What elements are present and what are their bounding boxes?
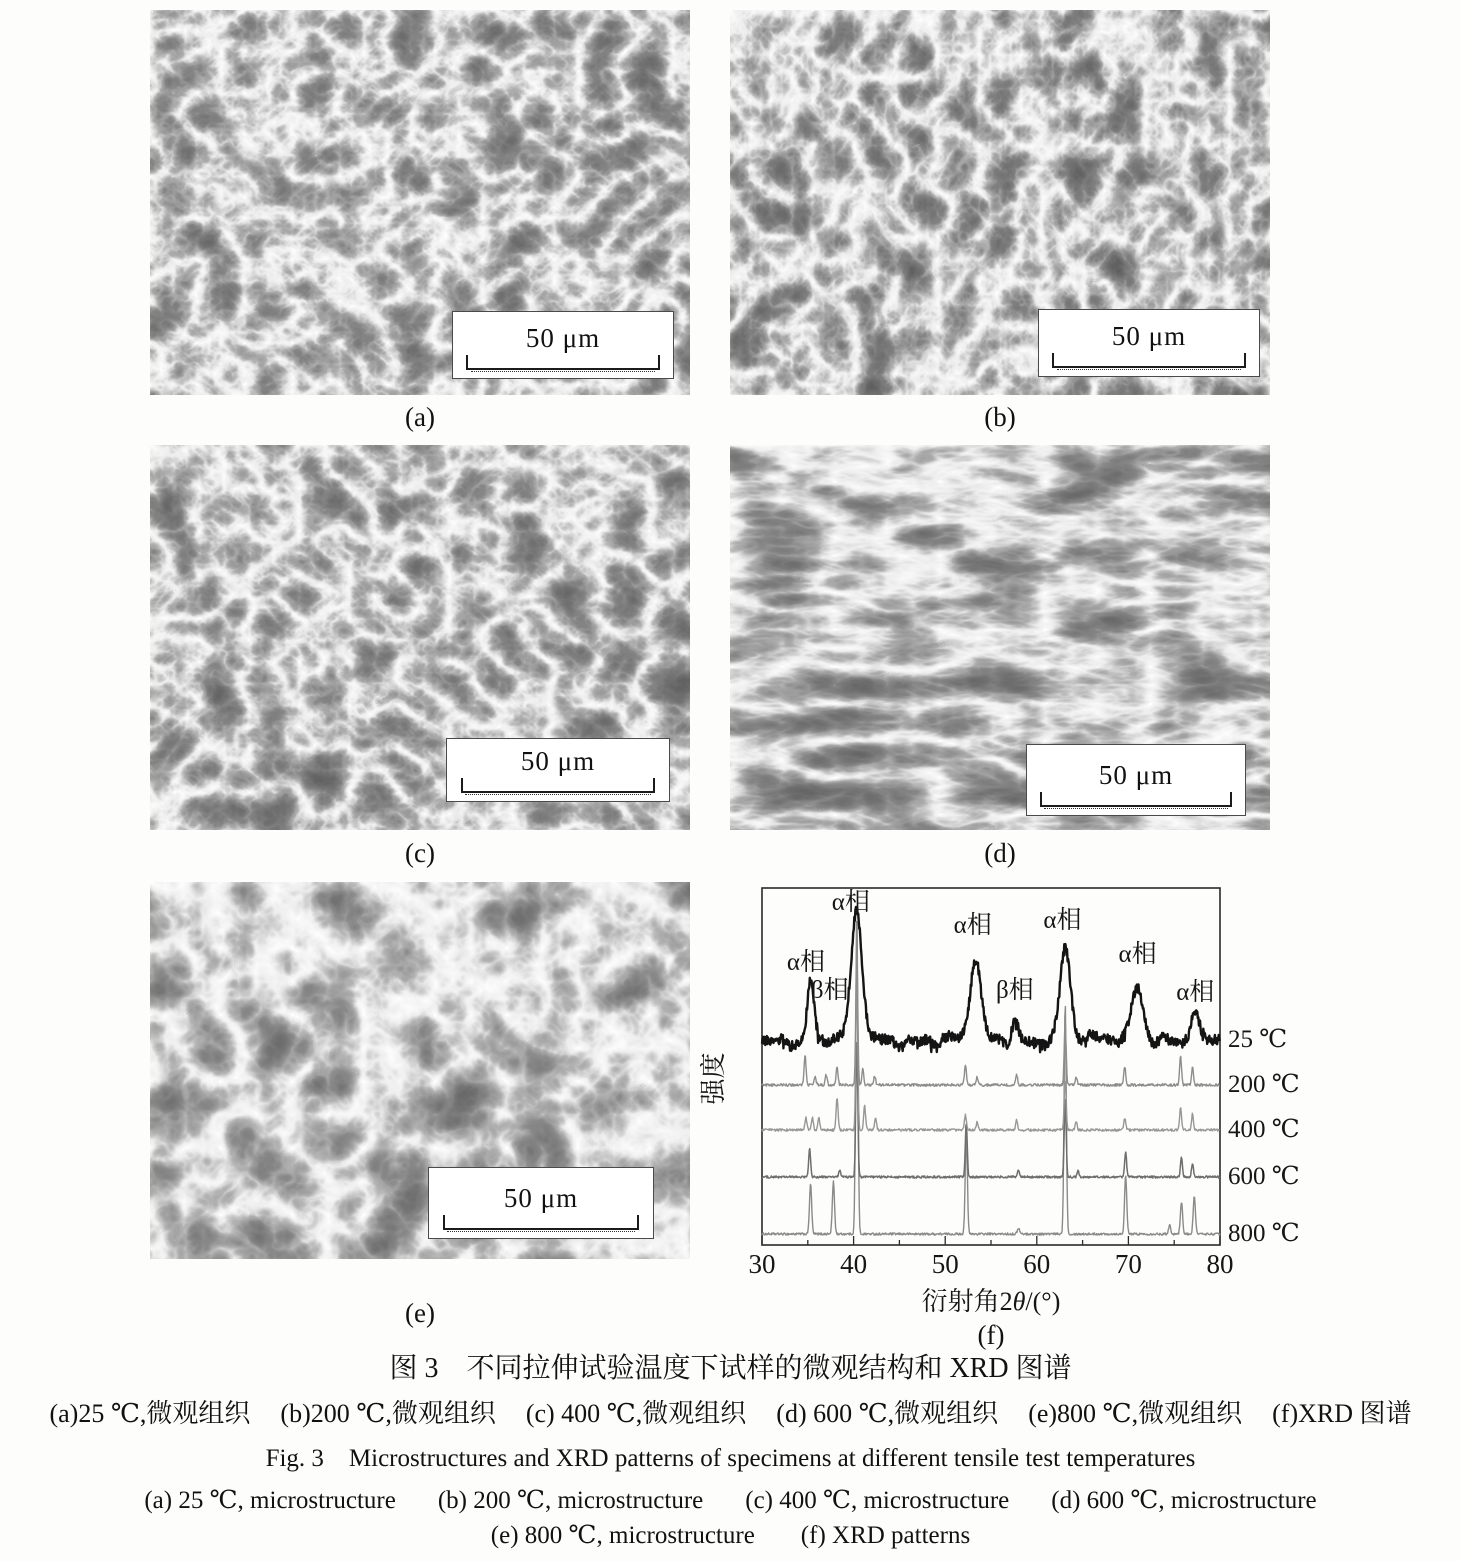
svg-text:α相: α相 bbox=[1176, 979, 1215, 1006]
svg-text:β相: β相 bbox=[810, 977, 849, 1004]
svg-text:60: 60 bbox=[1023, 1249, 1051, 1279]
svg-text:α相: α相 bbox=[786, 949, 826, 976]
xrd-chart bbox=[700, 882, 1315, 1352]
scale-bracket-line bbox=[1040, 792, 1231, 807]
caption-sub-zh-item-e: (e)800 ℃,微观组织 bbox=[1028, 1399, 1243, 1428]
svg-text:α相: α相 bbox=[1043, 907, 1082, 934]
svg-text:α相: α相 bbox=[1118, 941, 1157, 968]
caption-sub-zh-item-b: (b)200 ℃,微观组织 bbox=[280, 1399, 496, 1428]
caption-sub-en-item-a: (a) 25 ℃, microstructure bbox=[144, 1487, 396, 1514]
scale-bar bbox=[446, 738, 670, 802]
panel-label-d: (d) bbox=[984, 838, 1016, 868]
scale-label: 50 μm bbox=[503, 1183, 579, 1213]
svg-text:80: 80 bbox=[1206, 1249, 1234, 1279]
caption-sub-en-item-f: (f) XRD patterns bbox=[800, 1522, 971, 1549]
sem-image-e bbox=[150, 882, 690, 1259]
scale-bracket-line bbox=[461, 778, 656, 793]
panel-label-e: (e) bbox=[405, 1298, 435, 1328]
svg-text:400 ℃: 400 ℃ bbox=[1228, 1116, 1300, 1143]
caption-title-en: Fig. 3 Microstructures and XRD patterns of specimens at different tensile test temperatures bbox=[265, 1445, 1196, 1472]
caption-sub-en-line2 bbox=[0, 1521, 1461, 1551]
svg-text:α相: α相 bbox=[831, 889, 870, 916]
panel-label-f: (f) bbox=[977, 1320, 1005, 1350]
svg-text:α相: α相 bbox=[953, 912, 992, 939]
svg-text:50: 50 bbox=[931, 1249, 959, 1279]
scale-label: 50 μm bbox=[520, 746, 596, 776]
scale-bar bbox=[428, 1167, 654, 1239]
scale-bracket-line bbox=[443, 1215, 640, 1230]
sem-image-b bbox=[730, 10, 1270, 395]
svg-text:40: 40 bbox=[840, 1249, 868, 1279]
scale-label: 50 μm bbox=[1098, 760, 1174, 790]
caption-sub-en-line1 bbox=[0, 1486, 1461, 1516]
scale-bar bbox=[1038, 309, 1260, 377]
caption-sub-zh bbox=[0, 1398, 1461, 1430]
svg-text:70: 70 bbox=[1114, 1249, 1142, 1279]
panel-label-a: (a) bbox=[405, 402, 435, 432]
scale-dotted-line bbox=[465, 794, 651, 795]
scale-dotted-line bbox=[447, 1231, 635, 1232]
panel-label-b: (b) bbox=[984, 402, 1016, 432]
scale-dotted-line bbox=[1044, 808, 1227, 809]
scale-bar bbox=[1026, 744, 1246, 816]
panel-label-c: (c) bbox=[405, 838, 435, 868]
caption-sub-en-item-b: (b) 200 ℃, microstructure bbox=[437, 1487, 704, 1514]
svg-text:25 ℃: 25 ℃ bbox=[1228, 1026, 1288, 1053]
svg-text:衍射角2θ/(°): 衍射角2θ/(°) bbox=[921, 1287, 1061, 1316]
caption-sub-zh-item-c: (c) 400 ℃,微观组织 bbox=[525, 1399, 747, 1428]
caption-sub-zh-item-f: (f)XRD 图谱 bbox=[1272, 1399, 1412, 1428]
scale-label: 50 μm bbox=[525, 323, 601, 353]
sem-image-d bbox=[730, 445, 1270, 830]
caption-sub-en-item-c: (c) 400 ℃, microstructure bbox=[745, 1487, 1010, 1514]
svg-text:强度: 强度 bbox=[700, 1052, 728, 1105]
scale-bracket-line bbox=[1052, 353, 1245, 368]
caption-sub-en-item-e: (e) 800 ℃, microstructure bbox=[490, 1522, 755, 1549]
scale-dotted-line bbox=[471, 371, 656, 372]
scale-bracket-line bbox=[466, 355, 659, 370]
caption-title-zh: 图 3 不同拉伸试验温度下试样的微观结构和 XRD 图谱 bbox=[389, 1353, 1072, 1384]
scale-bar bbox=[452, 311, 674, 379]
svg-text:200 ℃: 200 ℃ bbox=[1228, 1071, 1300, 1098]
svg-text:600 ℃: 600 ℃ bbox=[1228, 1163, 1300, 1190]
caption-sub-en-item-d: (d) 600 ℃, microstructure bbox=[1051, 1487, 1317, 1514]
sem-image-a bbox=[150, 10, 690, 395]
sem-image-c bbox=[150, 445, 690, 830]
svg-text:30: 30 bbox=[748, 1249, 776, 1279]
scale-label: 50 μm bbox=[1111, 321, 1187, 351]
svg-text:800 ℃: 800 ℃ bbox=[1228, 1220, 1300, 1247]
scale-dotted-line bbox=[1057, 369, 1242, 370]
caption-sub-zh-item-d: (d) 600 ℃,微观组织 bbox=[776, 1399, 999, 1428]
svg-text:β相: β相 bbox=[995, 977, 1034, 1004]
xrd-plot bbox=[700, 882, 1315, 1352]
caption-sub-zh-item-a: (a)25 ℃,微观组织 bbox=[49, 1399, 251, 1428]
